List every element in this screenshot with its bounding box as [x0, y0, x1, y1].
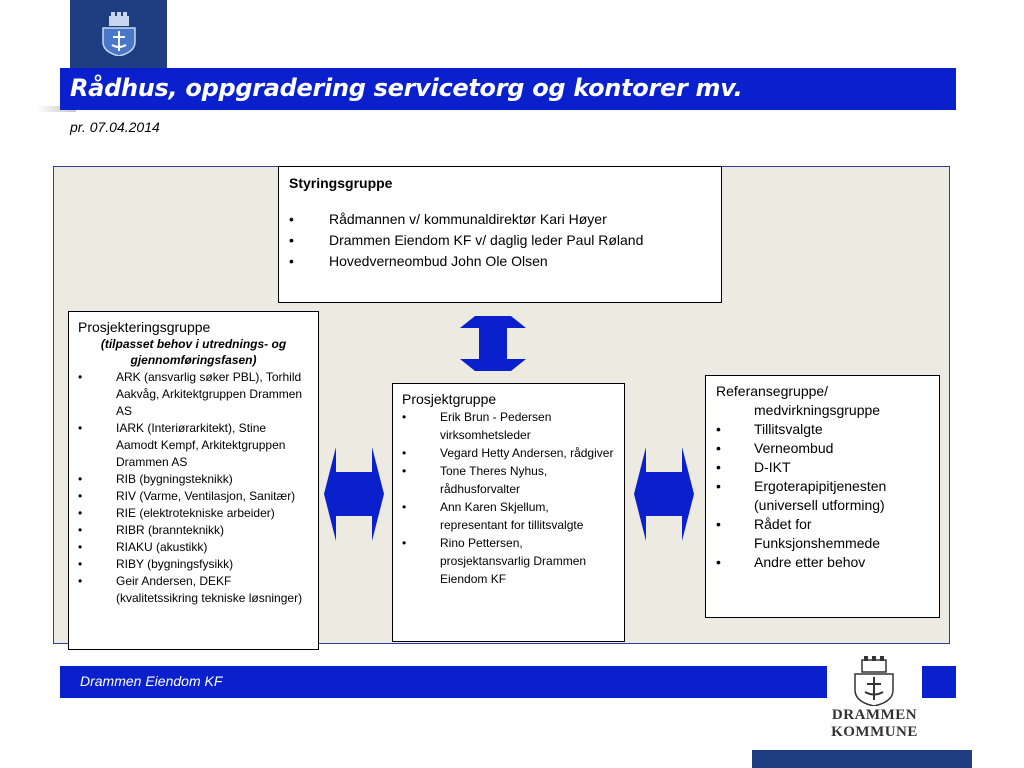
bullet: • [716, 516, 721, 532]
list-item-text: D-IKT [754, 459, 791, 475]
bullet: • [78, 540, 83, 554]
bullet: • [402, 464, 407, 478]
list-item-text: Rino Pettersen, prosjektansvarlig Drammen Eiendom KF [440, 536, 587, 586]
top-logo-block [70, 0, 167, 68]
list-item [78, 573, 309, 607]
vertical-double-arrow-icon [460, 316, 526, 371]
list-item-text: Erik Brun - Pedersen virksomhetsleder [440, 410, 552, 442]
list-item-text: RIB (bygningsteknikk) [116, 472, 233, 486]
org-name-line2: KOMMUNE [831, 724, 918, 740]
prosjektgruppe-box [392, 383, 625, 642]
coat-of-arms-icon [100, 12, 138, 56]
list-item-text: Hovedverneombud John Ole Olsen [329, 253, 548, 269]
list-item [716, 553, 929, 572]
list-item [716, 439, 929, 458]
bullet: • [289, 253, 294, 269]
referansegruppe-title [716, 382, 929, 420]
horizontal-double-arrow-icon [634, 447, 694, 541]
list-item-text: Verneombud [754, 440, 834, 456]
list-item-text: Tone Theres Nyhus, rådhusforvalter [440, 464, 548, 496]
list-item [78, 471, 309, 488]
list-item-text: Andre etter behov [754, 554, 866, 570]
bullet: • [78, 421, 83, 435]
bullet: • [78, 523, 83, 537]
list-item [402, 408, 615, 444]
bullet: • [716, 440, 721, 456]
list-item-text: Geir Andersen, DEKF (kvalitetssikring tekniske løsninger) [116, 574, 303, 605]
prosjektgruppe-title: Prosjektgruppe [402, 391, 497, 407]
prosjekteringsgruppe-list [78, 369, 309, 607]
list-item-text: RIV (Varme, Ventilasjon, Sanitær) [116, 489, 296, 503]
bullet: • [289, 232, 294, 248]
list-item-text: IARK (Interiørarkitekt), Stine Aamodt Kempf, Arkitektgruppen Drammen AS [116, 421, 286, 469]
page-title: Rådhus, oppgradering servicetorg og kontorer mv. [70, 74, 743, 102]
referansegruppe-title-line1: Referansegruppe/ [716, 383, 829, 399]
list-item [78, 420, 309, 471]
coat-of-arms-icon [849, 656, 899, 706]
bullet: • [289, 211, 294, 227]
list-item-text: Vegard Hetty Andersen, rådgiver [440, 446, 614, 460]
list-item [402, 498, 615, 534]
list-item [716, 515, 929, 553]
list-item [716, 477, 929, 515]
bullet: • [78, 506, 83, 520]
list-item [716, 458, 929, 477]
referansegruppe-list [716, 420, 929, 572]
list-item [402, 462, 615, 498]
bullet: • [78, 370, 83, 384]
styringsgruppe-title: Styringsgruppe [289, 175, 393, 191]
bullet: • [402, 500, 407, 514]
styringsgruppe-list [289, 209, 711, 272]
bullet: • [78, 472, 83, 486]
list-item [289, 230, 711, 251]
bottom-accent-bar [752, 750, 972, 768]
list-item-text: RIAKU (akustikk) [116, 540, 208, 554]
list-item [402, 444, 615, 462]
list-item [78, 522, 309, 539]
bullet: • [402, 410, 407, 424]
list-item-text: Rådmannen v/ kommunaldirektør Kari Høyer [329, 211, 607, 227]
list-item [78, 488, 309, 505]
bullet: • [402, 536, 407, 550]
date-label: pr. 07.04.2014 [70, 119, 160, 135]
prosjekteringsgruppe-box [68, 311, 319, 650]
bullet: • [716, 478, 721, 494]
title-bar [60, 68, 956, 110]
prosjektgruppe-list [402, 408, 615, 588]
bullet: • [78, 557, 83, 571]
footer-bar [60, 666, 956, 698]
org-name [827, 707, 922, 741]
list-item [716, 420, 929, 439]
list-item-text: RIE (elektrotekniske arbeider) [116, 506, 275, 520]
bullet: • [716, 459, 721, 475]
horizontal-double-arrow-icon [324, 447, 384, 541]
list-item-text: Ergoterapipitjenesten (universell utforming) [754, 478, 887, 513]
list-item [289, 209, 711, 230]
list-item [78, 369, 309, 420]
list-item-text: Rådet for Funksjonshemmede [754, 516, 881, 551]
list-item-text: Ann Karen Skjellum, representant for tillitsvalgte [440, 500, 584, 532]
styringsgruppe-box [278, 166, 722, 303]
referansegruppe-title-line2: medvirkningsgruppe [754, 402, 881, 418]
footer-company-name: Drammen Eiendom KF [80, 673, 223, 689]
list-item-text: Tillitsvalgte [754, 421, 823, 437]
org-name-line1: DRAMMEN [831, 707, 918, 723]
list-item [78, 505, 309, 522]
list-item [402, 534, 615, 588]
list-item [78, 539, 309, 556]
referansegruppe-box [705, 375, 940, 618]
bullet: • [78, 489, 83, 503]
bullet: • [78, 574, 83, 588]
prosjekteringsgruppe-title: Prosjekteringsgruppe [78, 319, 211, 335]
list-item [78, 556, 309, 573]
bullet: • [716, 421, 721, 437]
list-item-text: ARK (ansvarlig søker PBL), Torhild Aakvåg, Arkitektgruppen Drammen AS [116, 370, 303, 418]
list-item-text: RIBY (bygningsfysikk) [116, 557, 234, 571]
list-item-text: RIBR (brannteknikk) [116, 523, 225, 537]
bullet: • [402, 446, 407, 460]
bullet: • [716, 554, 721, 570]
list-item-text: Drammen Eiendom KF v/ daglig leder Paul Røland [329, 232, 644, 248]
list-item [289, 251, 711, 272]
prosjekteringsgruppe-subtitle: (tilpasset behov i utrednings- og gjennomføringsfasen) [100, 337, 287, 367]
